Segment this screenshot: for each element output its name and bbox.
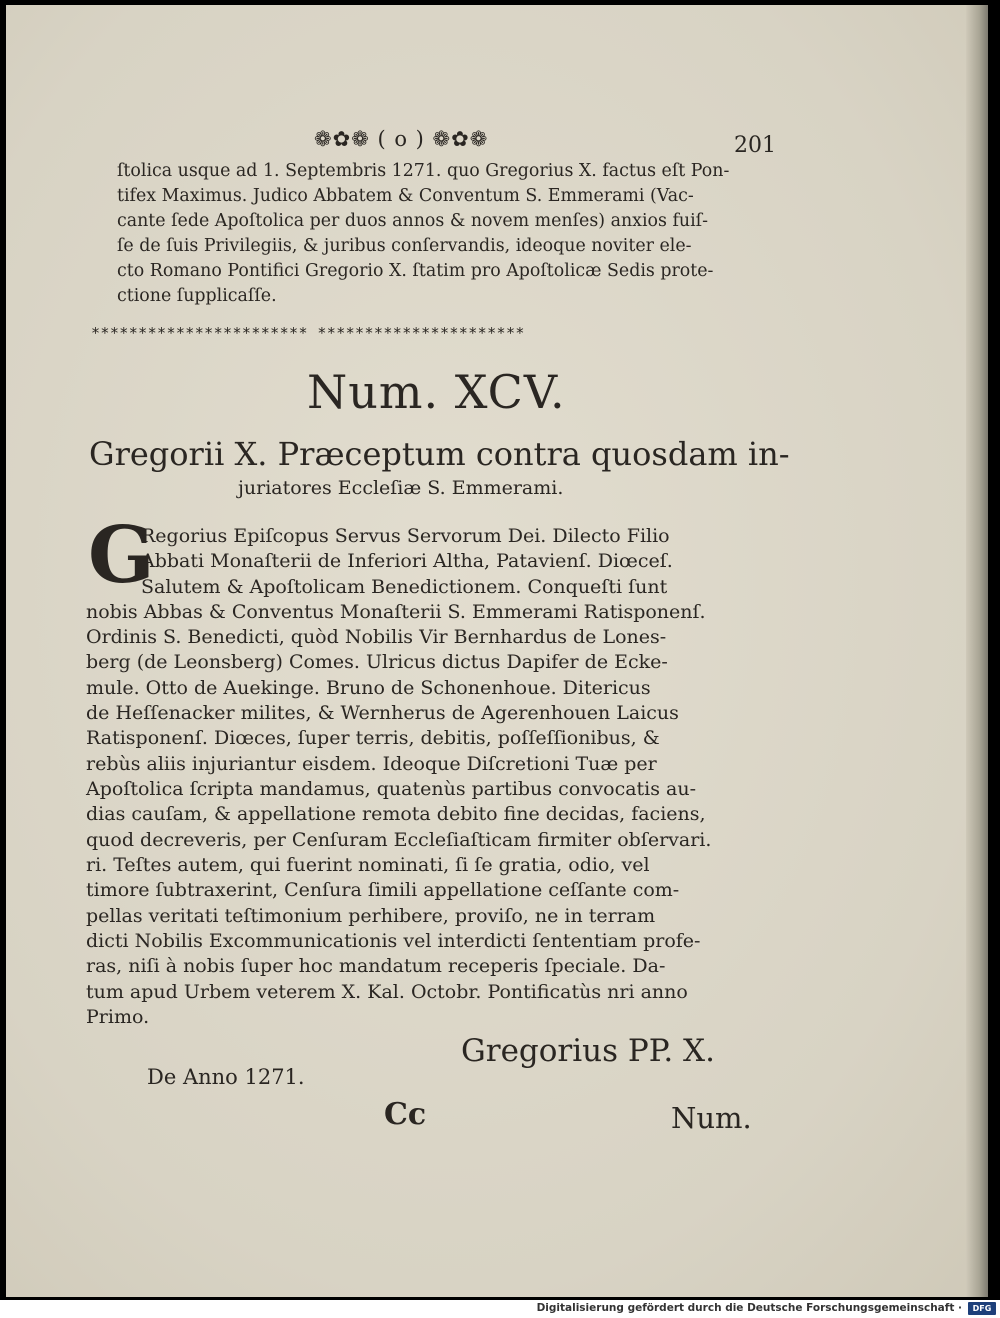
digitization-footer: [0, 1300, 1000, 1318]
signature-mark: Cc: [384, 1097, 427, 1132]
catchword: Num.: [671, 1101, 752, 1135]
letter-line: Salutem & Apoſtolicam Benedictionem. Conqueſti ſunt: [141, 576, 668, 598]
document-title-line2: juriatores Eccleſiæ S. Emmerami.: [238, 477, 564, 499]
year-line: De Anno 1271.: [147, 1065, 305, 1089]
page-gutter-shadow: [966, 5, 988, 1297]
page-number: 201: [734, 133, 776, 158]
letter-line: ras, niſi à nobis ſuper hoc mandatum receperis ſpeciale. Da-: [86, 955, 666, 977]
letter-line: Primo.: [86, 1006, 150, 1028]
letter-line: dias cauſam, & appellatione remota debito fine decidas, faciens,: [86, 803, 706, 825]
continuation-line: cto Romano Pontifici Gregorio X. ſtatim pro Apoſtolicæ Sedis prote-: [117, 261, 714, 281]
letter-line: nobis Abbas & Conventus Monaſterii S. Emmerami Ratisponenſ.: [86, 601, 706, 623]
letter-line: mule. Otto de Auekinge. Bruno de Schonenhoue. Ditericus: [86, 677, 651, 699]
letter-line: de Heſſenacker milites, & Wernherus de Agerenhouen Laicus: [86, 702, 679, 724]
letter-line: Abbati Monaſterii de Inferiori Altha, Patavienſ. Diœceſ.: [141, 550, 673, 572]
continuation-line: ſe de ſuis Privilegiis, & juribus conſervandis, ideoque noviter ele-: [117, 236, 692, 256]
letter-line: Ratisponenſ. Diœces, ſuper terris, debitis, poſſeſſionibus, &: [86, 727, 660, 749]
letter-line: ri. Teſtes autem, qui fuerint nominati, ſi ſe gratia, odio, vel: [86, 854, 650, 876]
asterisk-separator: *********************** **********************: [91, 324, 525, 342]
header-ornament: ❁✿❁ ( o ) ❁✿❁: [314, 127, 489, 151]
letter-line: pellas veritati teſtimonium perhibere, proviſo, ne in terram: [86, 905, 656, 927]
scanned-page: [6, 5, 988, 1297]
continuation-line: cante ſede Apoſtolica per duos annos & novem menſes) anxios fuiſ-: [117, 211, 708, 231]
letter-line: timore ſubtraxerint, Cenſura ſimili appellatione ceſſante com-: [86, 879, 680, 901]
dfg-logo: DFG: [968, 1302, 996, 1315]
letter-line: tum apud Urbem veterem X. Kal. Octobr. Pontificatùs nri anno: [86, 981, 688, 1003]
document-title-line1: Gregorii X. Præceptum contra quosdam in-: [89, 435, 790, 473]
letter-line: Ordinis S. Benedicti, quòd Nobilis Vir Bernhardus de Lones-: [86, 626, 667, 648]
footer-credit-text: Digitalisierung gefördert durch die Deutsche Forschungsgemeinschaft ·: [536, 1302, 962, 1314]
papal-signature: Gregorius PP. X.: [461, 1033, 715, 1069]
letter-line: berg (de Leonsberg) Comes. Ulricus dictus Dapifer de Ecke-: [86, 651, 668, 673]
letter-line: Apoſtolica ſcripta mandamus, quatenùs partibus convocatis au-: [86, 778, 697, 800]
letter-line: rebùs aliis injuriantur eisdem. Ideoque Diſcretioni Tuæ per: [86, 753, 657, 775]
continuation-line: ſtolica usque ad 1. Septembris 1271. quo Gregorius X. factus eſt Pon-: [117, 161, 730, 181]
continuation-line: ctione ſupplicaſſe.: [117, 286, 277, 306]
continuation-line: tifex Maximus. Judico Abbatem & Conventum S. Emmerami (Vac-: [117, 186, 694, 206]
drop-cap: G: [88, 510, 155, 601]
letter-line: Regorius Epiſcopus Servus Servorum Dei. Dilecto Filio: [141, 525, 670, 547]
letter-line: quod decreveris, per Cenſuram Eccleſiaſticam firmiter obſervari.: [86, 829, 712, 851]
section-number-title: Num. XCV.: [307, 365, 566, 419]
letter-line: dicti Nobilis Excommunicationis vel interdicti ſententiam profe-: [86, 930, 701, 952]
